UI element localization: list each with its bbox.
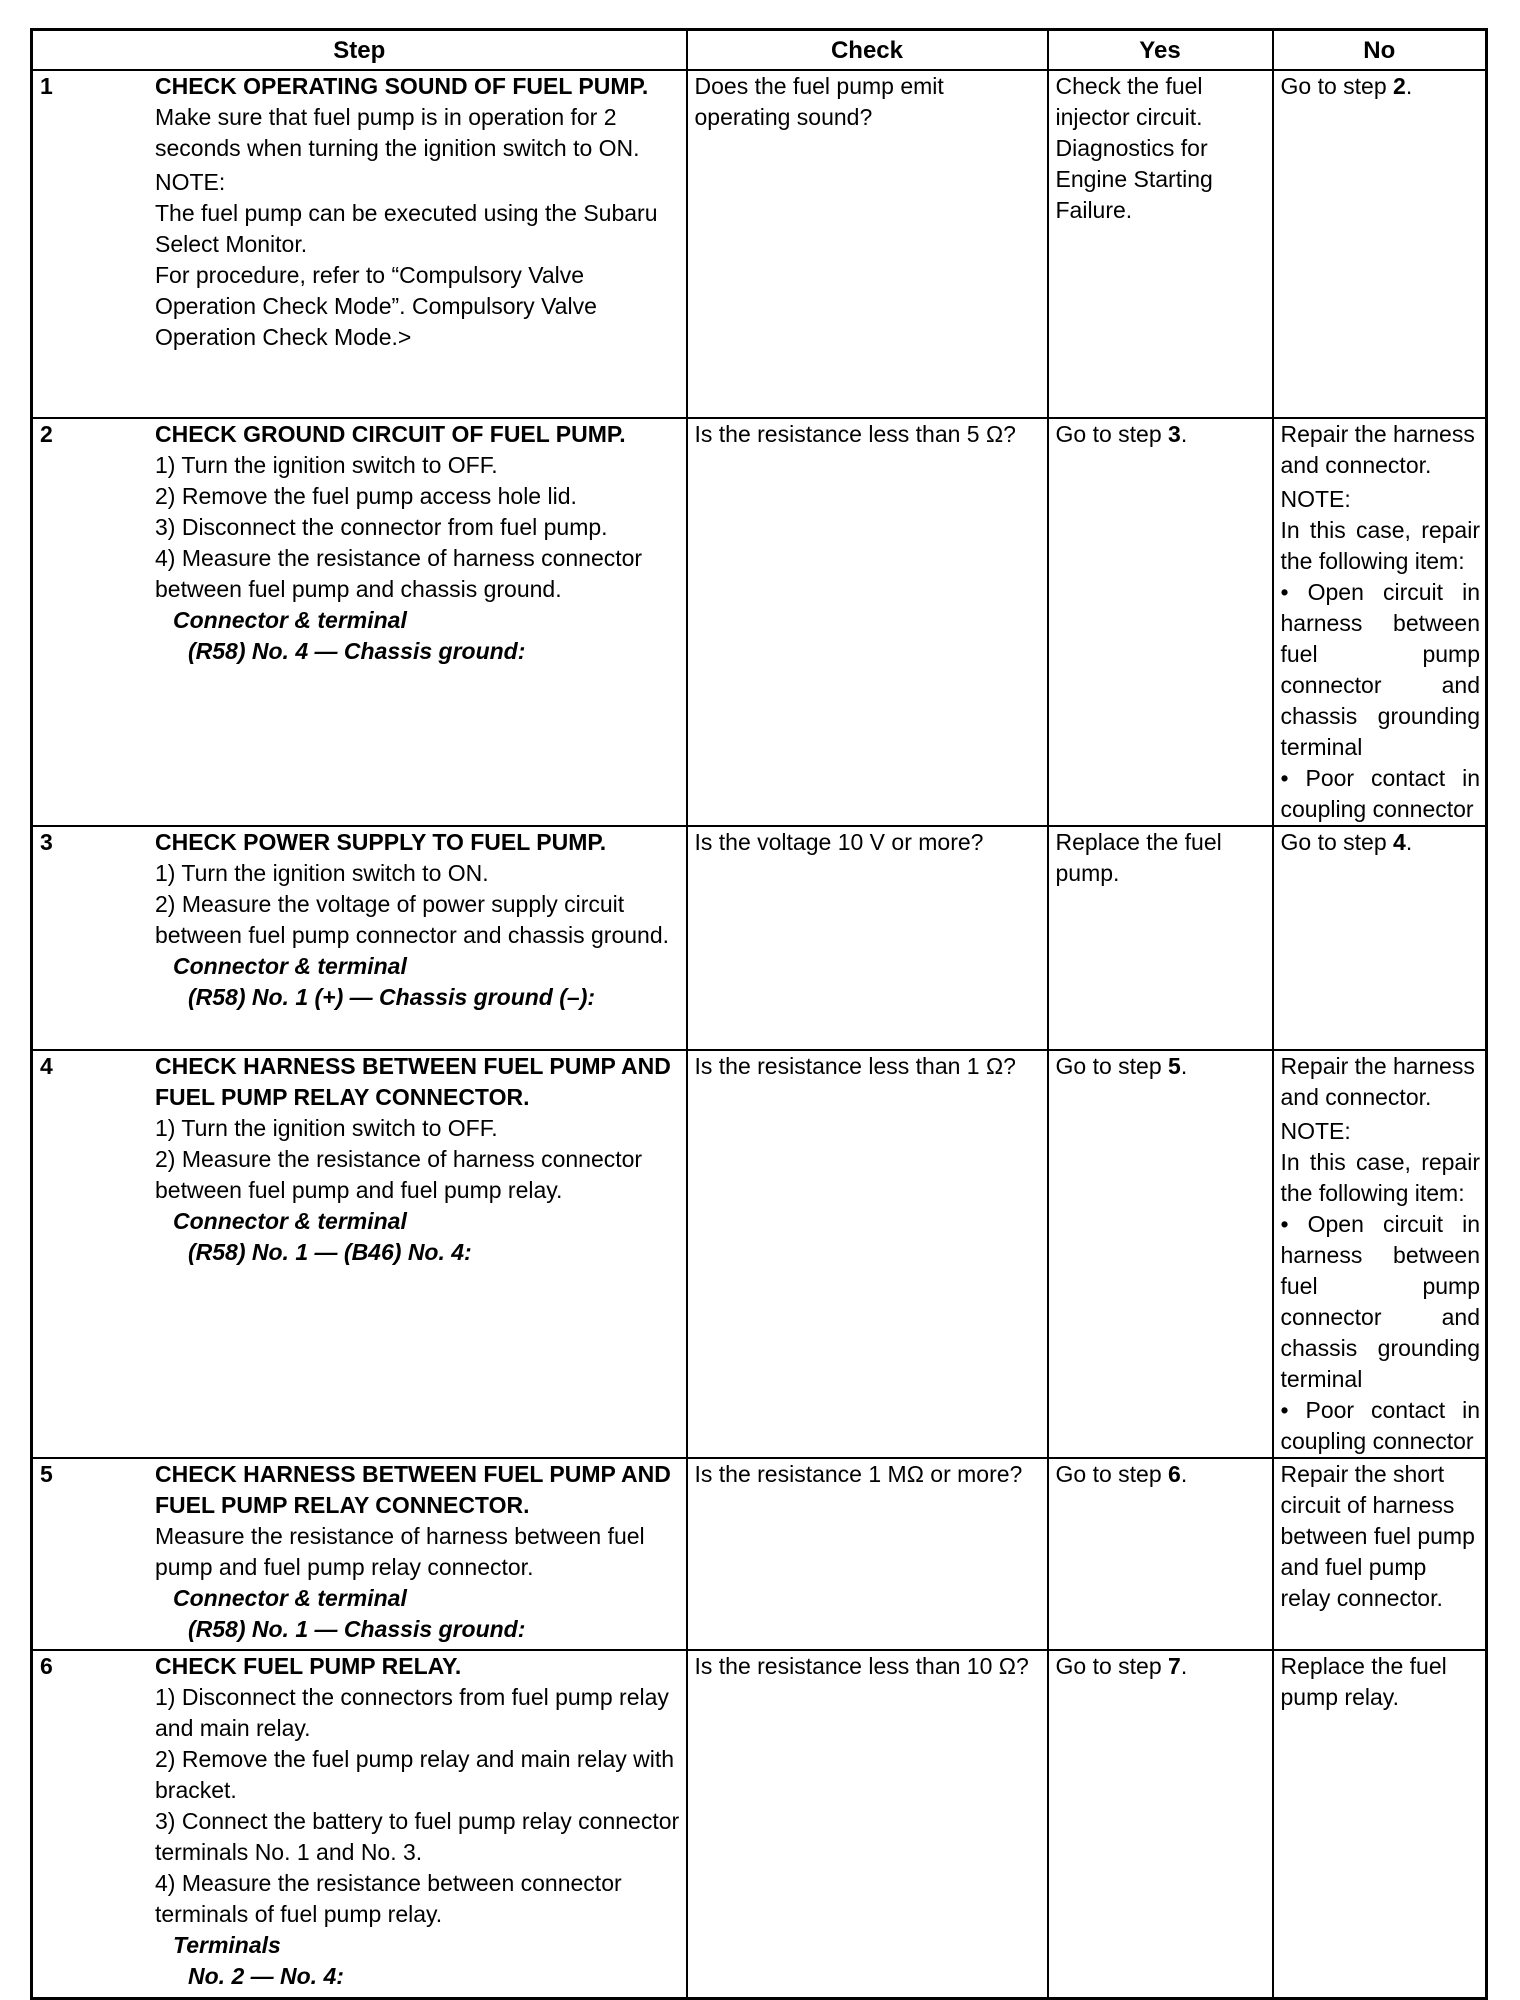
document-page [30, 28, 1488, 2000]
step-cell [32, 70, 687, 418]
no-cell [1273, 418, 1487, 826]
connector-value: (R58) No. 1 — Chassis ground: [188, 1616, 526, 1642]
step-text: 1) Turn the ignition switch to OFF. [155, 452, 498, 478]
yes-cell [1048, 1050, 1273, 1458]
step-title: CHECK POWER SUPPLY TO FUEL PUMP. [155, 829, 607, 855]
step-text: 1) Turn the ignition switch to ON. [155, 860, 489, 886]
yes-cell: Replace the fuel pump. [1048, 826, 1273, 1050]
step-reference: 2 [1393, 73, 1406, 99]
connector-label: Connector & terminal [173, 1208, 407, 1234]
step-text: Measure the resistance of harness between fuel pump and fuel pump relay connector. [155, 1523, 645, 1580]
table-header-row [32, 30, 1487, 71]
terminals-label: Terminals [173, 1932, 281, 1958]
step-text: 2) Measure the resistance of harness connector between fuel pump and fuel pump relay. [155, 1146, 643, 1203]
yes-cell [1048, 1458, 1273, 1650]
step-number: 1 [40, 73, 53, 99]
step-text: 1) Disconnect the connectors from fuel pump relay and main relay. [155, 1684, 669, 1741]
no-suffix: . [1405, 829, 1413, 855]
connector-label: Connector & terminal [173, 953, 407, 979]
yes-suffix: . [1180, 1653, 1188, 1679]
yes-cell: Check the fuel injector circuit. Diagnostics for Engine Starting Failure. [1048, 70, 1273, 418]
step-cell [32, 1050, 687, 1458]
connector-label: Connector & terminal [173, 607, 407, 633]
step-text: 3) Disconnect the connector from fuel pump. [155, 514, 608, 540]
no-cell [1273, 1050, 1487, 1458]
yes-text: Go to step [1055, 1461, 1169, 1487]
connector-value: (R58) No. 1 (+) — Chassis ground (–): [188, 984, 596, 1010]
step-number: 6 [40, 1653, 53, 1679]
connector-value: (R58) No. 1 — (B46) No. 4: [188, 1239, 472, 1265]
yes-cell [1048, 1650, 1273, 1998]
header-check: Check [687, 30, 1048, 71]
check-cell: Is the voltage 10 V or more? [687, 826, 1048, 1050]
yes-text: Go to step [1055, 1053, 1169, 1079]
terminals-value: No. 2 — No. 4: [188, 1963, 344, 1989]
no-text: Go to step [1280, 73, 1394, 99]
header-step: Step [32, 30, 687, 71]
yes-text: Go to step [1055, 421, 1169, 447]
table-row [32, 1458, 1487, 1650]
step-reference: 3 [1168, 421, 1181, 447]
step-text: 3) Connect the battery to fuel pump relay connector terminals No. 1 and No. 3. [155, 1808, 680, 1865]
note-label: NOTE: [1280, 486, 1351, 512]
header-yes: Yes [1048, 30, 1273, 71]
note-label: NOTE: [1280, 1118, 1351, 1144]
note-text: For procedure, refer to “Compulsory Valve Operation Check Mode”. Compulsory Valve Operation Check Mode.> [155, 262, 597, 350]
step-reference: 6 [1168, 1461, 1181, 1487]
note-text: The fuel pump can be executed using the Subaru Select Monitor. [155, 200, 658, 257]
connector-label: Connector & terminal [173, 1585, 407, 1611]
step-reference: 7 [1168, 1653, 1181, 1679]
step-title: CHECK OPERATING SOUND OF FUEL PUMP. [155, 73, 649, 99]
step-cell [32, 418, 687, 826]
yes-suffix: . [1180, 421, 1188, 447]
step-cell [32, 826, 687, 1050]
note-item: • Open circuit in harness between fuel pump connector and chassis grounding terminal [1280, 579, 1480, 760]
diagnostic-table [30, 28, 1488, 2000]
check-cell: Does the fuel pump emit operating sound? [687, 70, 1048, 418]
note-label: NOTE: [155, 169, 226, 195]
step-title: CHECK GROUND CIRCUIT OF FUEL PUMP. [155, 421, 626, 447]
step-title: CHECK HARNESS BETWEEN FUEL PUMP AND FUEL PUMP RELAY CONNECTOR. [155, 1461, 671, 1518]
check-cell: Is the resistance less than 5 Ω? [687, 418, 1048, 826]
step-text: 1) Turn the ignition switch to OFF. [155, 1115, 498, 1141]
table-row [32, 1050, 1487, 1458]
step-text: 4) Measure the resistance of harness connector between fuel pump and chassis ground. [155, 545, 643, 602]
connector-value: (R58) No. 4 — Chassis ground: [188, 638, 526, 664]
note-item: • Poor contact in coupling connector [1280, 765, 1480, 822]
step-cell [32, 1650, 687, 1998]
check-cell: Is the resistance less than 1 Ω? [687, 1050, 1048, 1458]
step-reference: 5 [1168, 1053, 1181, 1079]
step-number: 3 [40, 829, 53, 855]
step-number: 5 [40, 1461, 53, 1487]
step-text: 2) Measure the voltage of power supply circuit between fuel pump connector and chassis ground. [155, 891, 669, 948]
note-item: • Poor contact in coupling connector [1280, 1397, 1480, 1454]
step-number: 4 [40, 1053, 53, 1079]
step-cell [32, 1458, 687, 1650]
yes-cell [1048, 418, 1273, 826]
step-text: Make sure that fuel pump is in operation for 2 seconds when turning the ignition switch to ON. [155, 104, 640, 161]
table-row [32, 826, 1487, 1050]
step-text: 4) Measure the resistance between connector terminals of fuel pump relay. [155, 1870, 622, 1927]
step-title: CHECK FUEL PUMP RELAY. [155, 1653, 462, 1679]
no-cell: Repair the short circuit of harness between fuel pump and fuel pump relay connector. [1273, 1458, 1487, 1650]
no-text: Repair the harness and connector. [1280, 1053, 1475, 1110]
no-suffix: . [1405, 73, 1413, 99]
note-text: In this case, repair the following item: [1280, 1149, 1480, 1206]
no-cell: Replace the fuel pump relay. [1273, 1650, 1487, 1998]
yes-suffix: . [1180, 1461, 1188, 1487]
table-row [32, 418, 1487, 826]
table-row [32, 70, 1487, 418]
yes-text: Go to step [1055, 1653, 1169, 1679]
header-no: No [1273, 30, 1487, 71]
step-number: 2 [40, 421, 53, 447]
table-row [32, 1650, 1487, 1998]
step-text: 2) Remove the fuel pump access hole lid. [155, 483, 577, 509]
no-text: Repair the harness and connector. [1280, 421, 1475, 478]
check-cell: Is the resistance less than 10 Ω? [687, 1650, 1048, 1998]
no-cell [1273, 826, 1487, 1050]
step-title: CHECK HARNESS BETWEEN FUEL PUMP AND FUEL PUMP RELAY CONNECTOR. [155, 1053, 671, 1110]
yes-suffix: . [1180, 1053, 1188, 1079]
step-reference: 4 [1393, 829, 1406, 855]
note-text: In this case, repair the following item: [1280, 517, 1480, 574]
step-text: 2) Remove the fuel pump relay and main relay with bracket. [155, 1746, 675, 1803]
no-text: Go to step [1280, 829, 1394, 855]
note-item: • Open circuit in harness between fuel pump connector and chassis grounding terminal [1280, 1211, 1480, 1392]
no-cell [1273, 70, 1487, 418]
check-cell: Is the resistance 1 MΩ or more? [687, 1458, 1048, 1650]
